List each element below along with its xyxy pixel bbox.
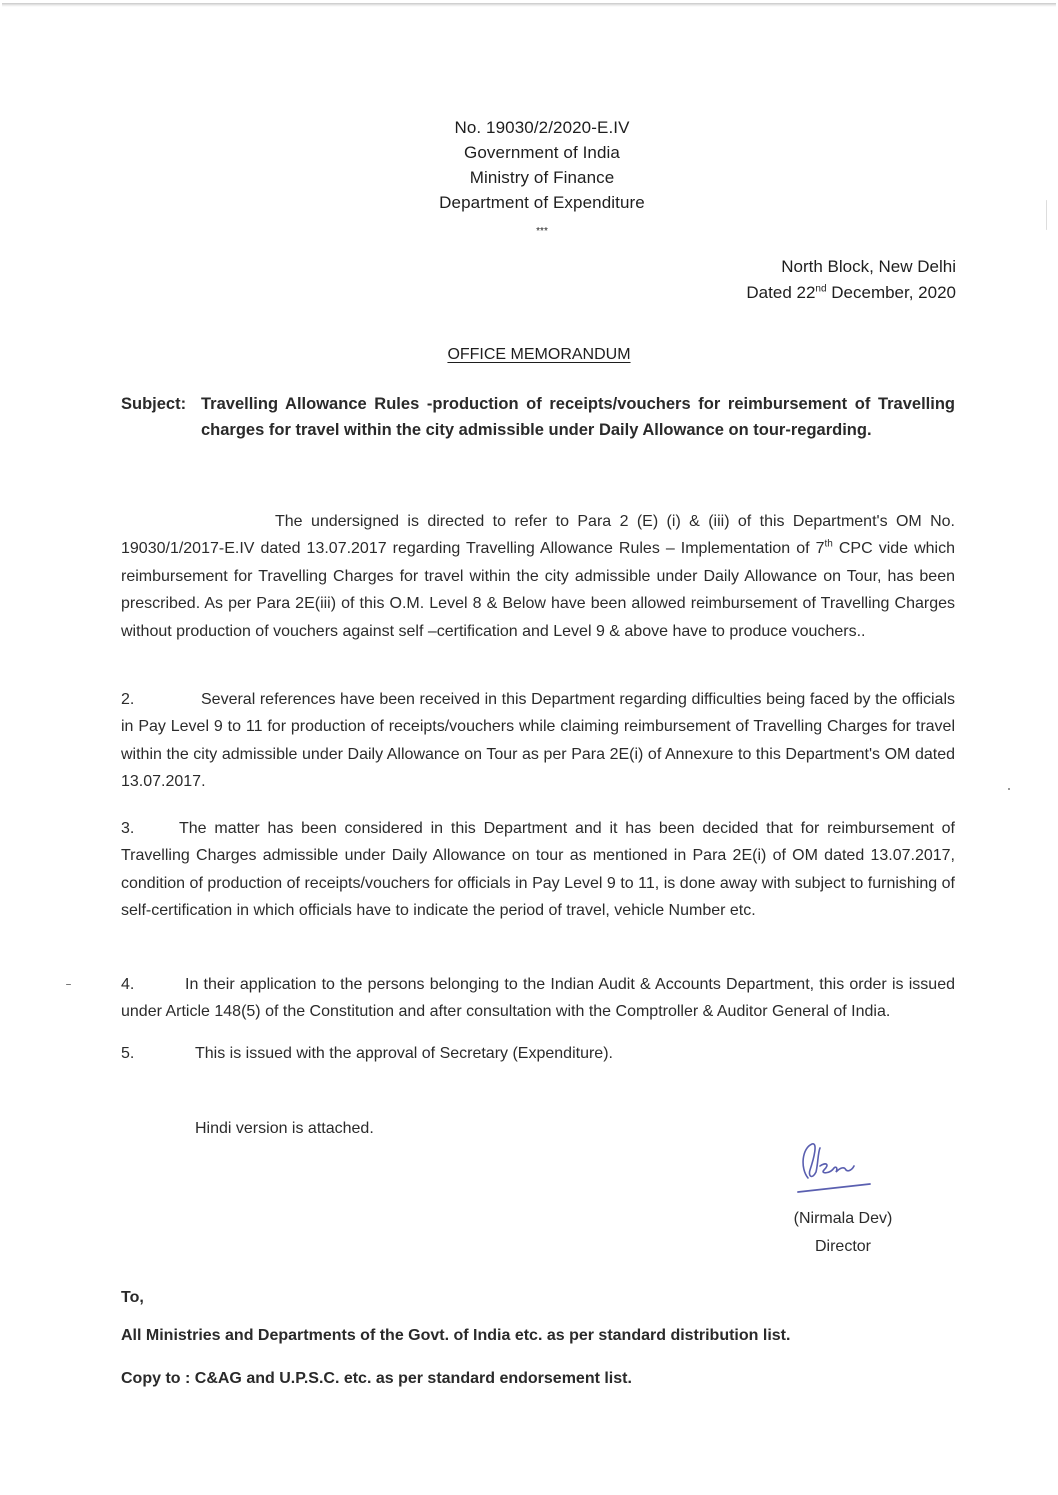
scan-speck: [1008, 788, 1010, 790]
ministry-name: Ministry of Finance: [469, 168, 615, 187]
paragraph-1: The undersigned is directed to refer to Para 2 (E) (i) & (iii) of this Department's OM No. 19030/1/2017-E.IV dated 13.07.2017 regarding Travelling Allowance Rules – Implementation of 7th CPC vide which reimbursement for Travelling Charges for travel within the city admissible under Daily Allowance on Tour, has been prescribed. As per Para 2E(iii) of this O.M. Level 8 & Below have been allowed reimbursement of Travelling Charges without production of vouchers against self –certification and Level 9 & above have to produce vouchers..: [121, 513, 955, 640]
place-date-block: [746, 254, 956, 306]
paragraph-number: 2.: [121, 691, 135, 708]
paragraph-4: 4. In their application to the persons belonging to the Indian Audit & Accounts Department, this order is issued under Article 148(5) of the Constitution and after consultation with the Comptroller & Auditor General of India.: [121, 971, 955, 1026]
paragraph-2: 2. Several references have been received in this Department regarding difficulties being faced by the officials in Pay Level 9 to 11 for production of receipts/vouchers while claiming reimbursement of Travelling Charges for travel within the city admissible under Daily Allowance on Tour as per Para 2E(i) of Annexure to this Department's OM dated 13.07.2017.: [121, 686, 955, 796]
department-name: Department of Expenditure: [439, 193, 645, 212]
file-number: No. 19030/2/2020-E.IV: [454, 118, 630, 137]
separator-stars: ***: [536, 226, 548, 237]
paragraph-number: 3.: [121, 820, 135, 837]
paragraph-number: 4.: [121, 976, 135, 993]
paragraph-3: 3. The matter has been considered in this Department and it has been decided that for reimbursement of Travelling Charges admissible under Daily Allowance on tour as mentioned in Para 2E(i) of OM dated 13.07.2017, condition of production of receipts/vouchers for officials in Pay Level 9 to 11, is done away with subject to furnishing of self-certification in which officials have to indicate the period of travel, vehicle Number etc.: [121, 815, 955, 925]
distribution-line: All Ministries and Departments of the Govt. of India etc. as per standard distribution list.: [121, 1327, 791, 1344]
government-name: Government of India: [464, 143, 620, 162]
scan-edge: [2, 3, 1056, 7]
scan-speck: [1046, 200, 1047, 230]
to-label: To,: [121, 1289, 144, 1306]
subject-text: Travelling Allowance Rules -production of receipts/vouchers for reimbursement of Travelling charges for travel within the city admissible under Daily Allowance on tour-regarding.: [201, 395, 955, 439]
signatory-designation: Director: [814, 1238, 871, 1255]
paragraph-number: 5.: [121, 1045, 135, 1062]
signature-strokes: [803, 1144, 854, 1178]
scan-speck: [66, 984, 71, 985]
signature-underline: [798, 1184, 870, 1192]
memorandum-title: OFFICE MEMORANDUM: [447, 346, 631, 363]
signatory-name: (Nirmala Dev): [793, 1210, 893, 1227]
place: North Block, New Delhi: [781, 257, 956, 276]
hindi-version-note: Hindi version is attached.: [195, 1120, 374, 1137]
signature: [790, 1138, 900, 1198]
copy-to-line: Copy to : C&AG and U.P.S.C. etc. as per standard endorsement list.: [121, 1370, 632, 1387]
date: Dated 22nd December, 2020: [746, 283, 956, 302]
subject-label: Subject:: [121, 395, 187, 413]
subject-block: [121, 391, 955, 443]
signatory-block: [790, 1205, 896, 1261]
